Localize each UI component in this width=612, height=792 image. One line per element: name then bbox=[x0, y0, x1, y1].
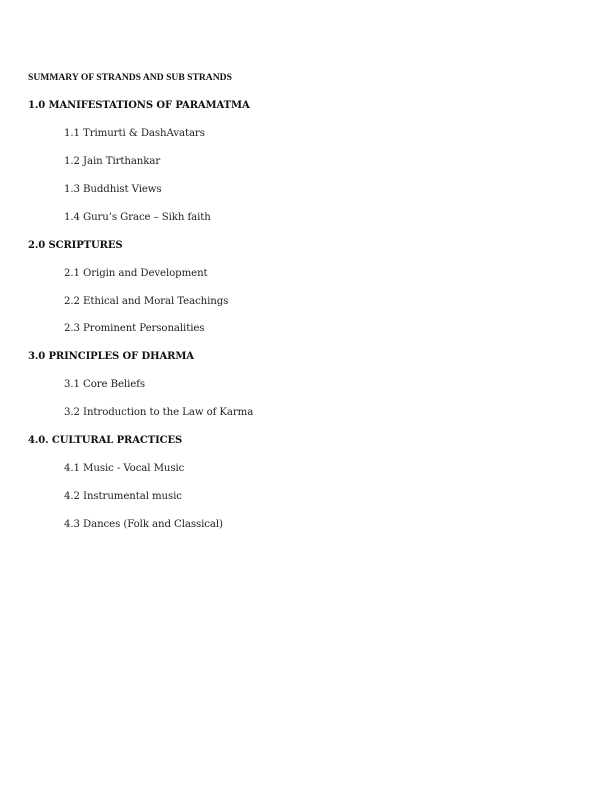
sub-strand: 4.1 Music - Vocal Music bbox=[64, 462, 185, 474]
sub-strand: 2.1 Origin and Development bbox=[64, 267, 208, 279]
sub-strand: 1.3 Buddhist Views bbox=[64, 184, 162, 195]
sub-strand: 2.2 Ethical and Moral Teachings bbox=[64, 295, 229, 307]
sub-strand: 3.2 Introduction to the Law of Karma bbox=[64, 407, 254, 419]
sub-strand: 3.1 Core Beliefs bbox=[64, 379, 145, 391]
strand-heading: 4.0. CULTURAL PRACTICES bbox=[28, 435, 183, 447]
sub-strand: 1.4 Guru’s Grace – Sikh faith bbox=[64, 211, 211, 223]
sub-strand: 4.2 Instrumental music bbox=[64, 490, 182, 502]
strand-heading: 3.0 PRINCIPLES OF DHARMA bbox=[28, 351, 194, 363]
strand-heading: 2.0 SCRIPTURES bbox=[28, 239, 123, 251]
sub-strand: 4.3 Dances (Folk and Classical) bbox=[64, 518, 223, 530]
document-page bbox=[0, 64, 612, 538]
document-title: SUMMARY OF STRANDS AND SUB STRANDS bbox=[28, 72, 232, 84]
sub-strand: 2.3 Prominent Personalities bbox=[64, 323, 205, 335]
sub-strand: 1.1 Trimurti & DashAvatars bbox=[64, 128, 205, 140]
strand-heading: 1.0 MANIFESTATIONS OF PARAMATMA bbox=[28, 100, 250, 112]
sub-strand: 1.2 Jain Tirthankar bbox=[64, 156, 161, 168]
